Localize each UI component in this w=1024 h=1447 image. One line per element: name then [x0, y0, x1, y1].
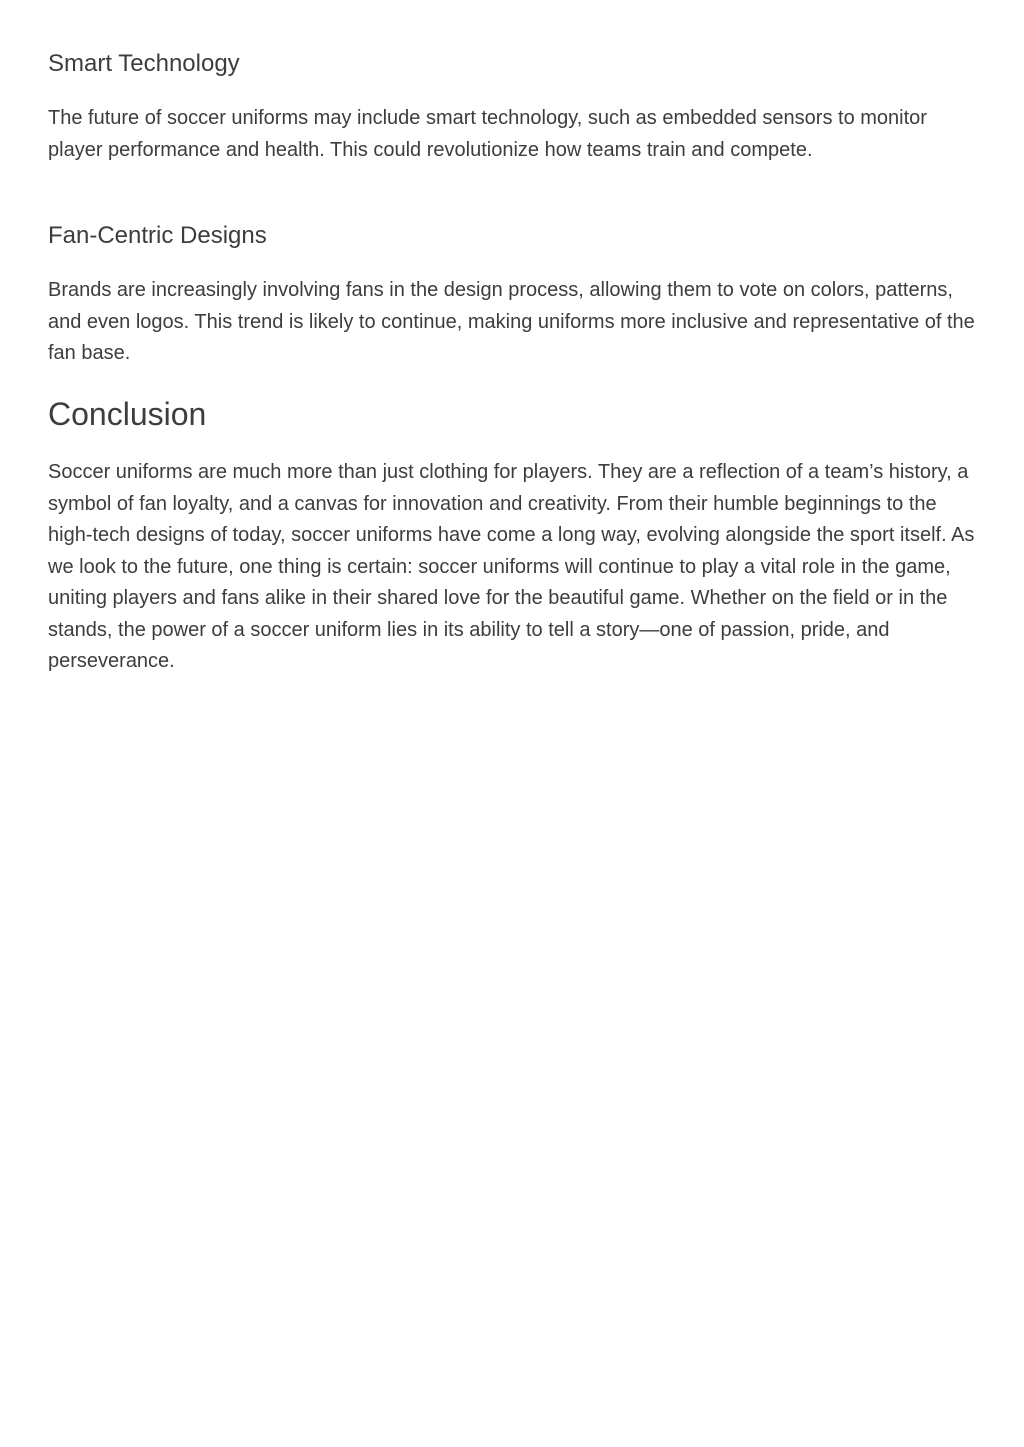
conclusion-paragraph: Soccer uniforms are much more than just clothing for players. They are a reflection of a team’s history, a symbol of fan loyalty, and a canvas for innovation and creativity. From their humble beginnings to the high-tech designs of today, soccer uniforms have come a long way, evolving alongside the sport itself. As we look to the future, one thing is certain: soccer uniforms will continue to play a vital role in the game, uniting players and fans alike in their shared love for the beautiful game. Whether on the field or in the stands, the power of a soccer uniform lies in its ability to tell a story—one of passion, pride, and perseverance.	[48, 461, 975, 672]
smart-technology-paragraph: The future of soccer uniforms may include smart technology, such as embedded sensors to monitor player performance and health. This could revolutionize how teams train and compete.	[48, 107, 927, 161]
smart-technology-heading: Smart Technology	[48, 50, 240, 77]
conclusion-heading: Conclusion	[48, 396, 207, 432]
fan-centric-designs-paragraph: Brands are increasingly involving fans in the design process, allowing them to vote on colors, patterns, and even logos. This trend is likely to continue, making uniforms more inclusive and representative of the fan base.	[48, 279, 975, 364]
fan-centric-designs-heading: Fan-Centric Designs	[48, 222, 267, 249]
